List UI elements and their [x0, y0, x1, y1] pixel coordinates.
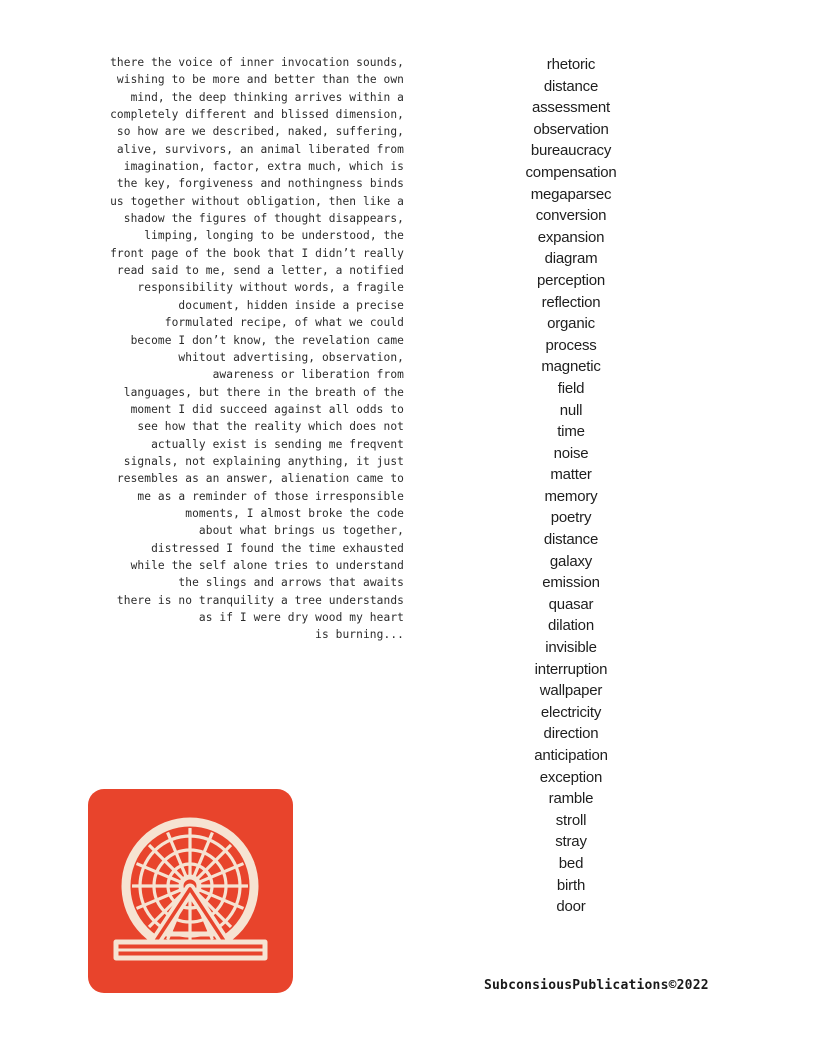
poem-line: so how are we described, naked, suffering, [116, 125, 404, 139]
poem-line: see how that the reality which does not [137, 420, 404, 434]
poem-line: document, hidden inside a precise [178, 298, 404, 312]
word-item: quasar [548, 595, 594, 613]
word-item: invisible [545, 639, 597, 657]
word-item: birth [556, 876, 586, 894]
word-item: conversion [535, 207, 607, 225]
poem-line: alive, survivors, an animal liberated from [116, 142, 404, 156]
poem-line: is burning... [315, 628, 404, 642]
word-item: distance [543, 77, 599, 95]
publisher-logo [88, 789, 293, 993]
poem-line: read said to me, send a letter, a notified [116, 264, 404, 278]
word-item: reflection [541, 293, 601, 311]
word-item: distance [543, 531, 599, 549]
poem-line: there the voice of inner invocation sounds, [110, 56, 404, 69]
poem-line: whitout advertising, observation, [178, 350, 404, 364]
word-item: diagram [544, 250, 598, 268]
poem-line: languages, but there in the breath of the [123, 385, 404, 399]
poem-line: the slings and arrows that awaits [178, 576, 404, 590]
word-item: dilation [548, 617, 594, 635]
poem-line: completely different and blissed dimension, [110, 108, 404, 122]
poem-line: signals, not explaining anything, it just [123, 454, 404, 468]
word-item: emission [542, 574, 600, 592]
word-item: anticipation [534, 747, 608, 764]
word-item: ramble [548, 790, 594, 808]
word-item: interruption [534, 660, 608, 678]
word-column [511, 54, 631, 918]
word-item: assessment [531, 99, 611, 117]
word-item: magnetic [541, 358, 601, 376]
poem-line: shadow the figures of thought disappears, [123, 212, 404, 226]
poem-line: moment I did succeed against all odds to [130, 402, 404, 416]
poem-line: moments, I almost broke the code [185, 506, 404, 520]
word-item: process [545, 336, 597, 354]
poem-line: actually exist is sending me freqvent [151, 437, 404, 451]
poem-line: limping, longing to be understood, the [144, 229, 404, 243]
poem-line: imagination, factor, extra much, which is [123, 160, 404, 174]
poem-line: while the self alone tries to understand [130, 558, 404, 572]
poem-line: there is no tranquility a tree understands [116, 593, 404, 607]
word-item: organic [547, 315, 595, 333]
poem-text [60, 54, 404, 644]
word-item: compensation [525, 163, 617, 181]
word-item: rhetoric [546, 56, 596, 73]
word-item: direction [543, 725, 599, 743]
word-item: megaparsec [530, 185, 612, 203]
poem-line: awareness or liberation from [212, 368, 404, 382]
word-item: bed [558, 854, 584, 872]
poem-line: responsibility without words, a fragile [137, 281, 404, 295]
poem-line: front page of the book that I didn’t really [110, 246, 404, 260]
poem-line: wishing to be more and better than the own [116, 73, 404, 87]
word-item: bureaucracy [530, 142, 612, 160]
word-item: galaxy [549, 552, 593, 570]
word-item: matter [550, 466, 592, 484]
word-item: wallpaper [539, 682, 603, 700]
word-item: time [557, 423, 585, 441]
word-item: noise [553, 444, 589, 462]
word-item: memory [544, 487, 598, 505]
word-item: stroll [555, 811, 587, 829]
word-item: poetry [550, 509, 592, 527]
word-item: observation [533, 120, 609, 138]
hamster-wheel-icon [88, 789, 293, 993]
poem-line: mind, the deep thinking arrives within a [130, 90, 404, 104]
word-item: field [557, 379, 585, 397]
word-item: electricity [540, 703, 602, 721]
poem-line: me as a reminder of those irresponsible [137, 489, 404, 503]
word-item: stray [555, 833, 587, 851]
word-item: perception [536, 271, 606, 289]
poem-line: the key, forgiveness and nothingness binds [116, 177, 404, 191]
poem-line: resembles as an answer, alienation came to [116, 472, 404, 486]
word-item: null [559, 401, 583, 419]
poem-line: about what brings us together, [198, 524, 404, 538]
word-item: expansion [537, 228, 605, 246]
poem-line: formulated recipe, of what we could [164, 316, 404, 330]
poem-line: distressed I found the time exhausted [151, 541, 404, 555]
poem-line: as if I were dry wood my heart [198, 611, 404, 624]
poem-line: become I don’t know, the revelation came [130, 333, 404, 347]
poem-line: us together without obligation, then like a [110, 194, 404, 208]
word-item: door [556, 898, 586, 916]
copyright-footer: SubconsiousPublications©2022 [484, 978, 709, 993]
word-item: exception [539, 768, 603, 786]
